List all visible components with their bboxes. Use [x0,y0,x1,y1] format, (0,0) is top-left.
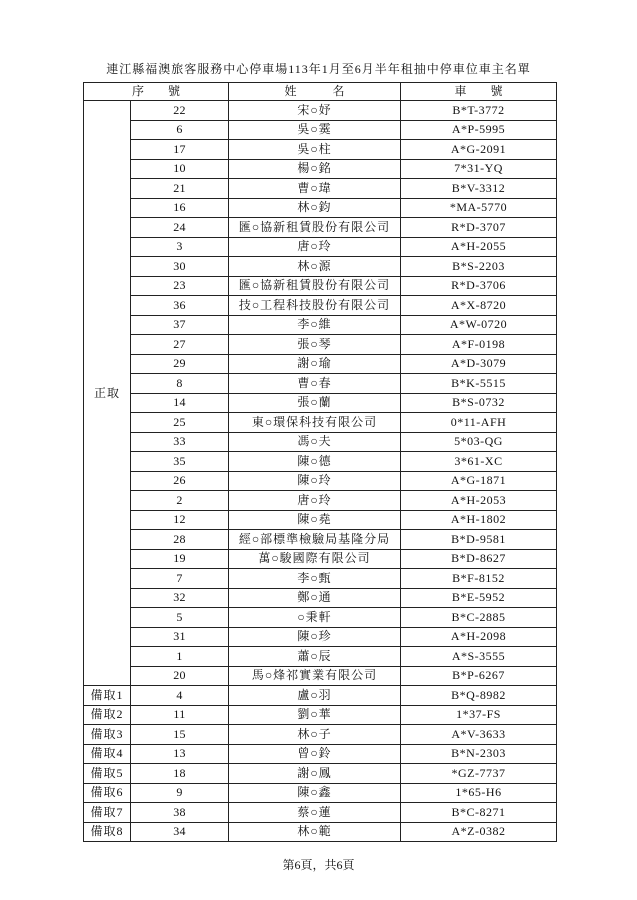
plate-number-cell: A*G-2091 [401,140,557,160]
owner-name-cell: 林○範 [229,822,401,842]
seq-number-cell: 27 [131,335,229,355]
plate-number-cell: B*N-2303 [401,744,557,764]
seq-number-cell: 15 [131,725,229,745]
owner-name-cell: 曹○春 [229,374,401,394]
table-row [84,315,557,335]
table-row [84,705,557,725]
seq-number-cell: 5 [131,608,229,628]
parking-winners-table [83,82,557,842]
seq-number-cell: 9 [131,783,229,803]
owner-name-cell: 李○維 [229,315,401,335]
plate-number-cell: B*S-0732 [401,393,557,413]
plate-number-cell: B*Q-8982 [401,686,557,706]
owner-name-cell: 曹○瑋 [229,179,401,199]
owner-name-cell: 技○工程科技股份有限公司 [229,296,401,316]
table-row [84,530,557,550]
owner-name-cell: 陳○德 [229,452,401,472]
owner-name-cell: 林○源 [229,257,401,277]
seq-number-cell: 35 [131,452,229,472]
seq-number-cell: 3 [131,237,229,257]
plate-number-cell: B*D-8627 [401,549,557,569]
seq-number-cell: 4 [131,686,229,706]
plate-number-cell: *GZ-7737 [401,764,557,784]
table-row [84,374,557,394]
table-row [84,744,557,764]
owner-name-cell: 張○蘭 [229,393,401,413]
table-row [84,491,557,511]
plate-number-cell: B*P-6267 [401,666,557,686]
seq-number-cell: 26 [131,471,229,491]
owner-name-cell: 萬○駿國際有限公司 [229,549,401,569]
seq-number-cell: 2 [131,491,229,511]
plate-number-cell: B*E-5952 [401,588,557,608]
plate-number-cell: B*D-9581 [401,530,557,550]
plate-number-cell: A*S-3555 [401,647,557,667]
plate-number-cell: B*S-2203 [401,257,557,277]
table-header [84,83,557,101]
seq-number-cell: 31 [131,627,229,647]
owner-name-cell: 馮○夫 [229,432,401,452]
table-row [84,413,557,433]
plate-number-cell: B*F-8152 [401,569,557,589]
document-title: 連江縣福澳旅客服務中心停車場113年1月至6月半年租抽中停車位車主名單 [106,62,531,76]
header-name: 姓 名 [229,83,401,101]
table-row [84,803,557,823]
owner-name-cell: 楊○銘 [229,159,401,179]
plate-number-cell: B*V-3312 [401,179,557,199]
seq-number-cell: 11 [131,705,229,725]
plate-number-cell: *MA-5770 [401,198,557,218]
plate-number-cell: 1*37-FS [401,705,557,725]
plate-number-cell: A*F-0198 [401,335,557,355]
owner-name-cell: 唐○玲 [229,491,401,511]
owner-name-cell: 經○部標準檢驗局基隆分局 [229,530,401,550]
seq-number-cell: 18 [131,764,229,784]
seq-number-cell: 21 [131,179,229,199]
table-row [84,608,557,628]
owner-name-cell: 陳○堯 [229,510,401,530]
group-label-cell: 備取5 [84,764,131,784]
seq-number-cell: 17 [131,140,229,160]
seq-number-cell: 7 [131,569,229,589]
table-row [84,218,557,238]
table-row [84,647,557,667]
seq-number-cell: 32 [131,588,229,608]
seq-number-cell: 6 [131,120,229,140]
plate-number-cell: R*D-3707 [401,218,557,238]
plate-number-cell: 1*65-H6 [401,783,557,803]
table-row [84,120,557,140]
table-row [84,666,557,686]
seq-number-cell: 33 [131,432,229,452]
seq-number-cell: 25 [131,413,229,433]
table-row [84,627,557,647]
owner-name-cell: 鄭○通 [229,588,401,608]
table-row [84,393,557,413]
table-row [84,257,557,277]
table-row [84,179,557,199]
seq-number-cell: 28 [131,530,229,550]
plate-number-cell: A*P-5995 [401,120,557,140]
seq-number-cell: 38 [131,803,229,823]
plate-number-cell: A*X-8720 [401,296,557,316]
owner-name-cell: 謝○瑜 [229,354,401,374]
seq-number-cell: 14 [131,393,229,413]
table-row [84,159,557,179]
seq-number-cell: 10 [131,159,229,179]
seq-number-cell: 20 [131,666,229,686]
table-row [84,354,557,374]
table-row [84,471,557,491]
owner-name-cell: 宋○妤 [229,101,401,121]
plate-number-cell: A*D-3079 [401,354,557,374]
seq-number-cell: 23 [131,276,229,296]
owner-name-cell: 吳○柱 [229,140,401,160]
plate-number-cell: R*D-3706 [401,276,557,296]
table-row [84,549,557,569]
header-plate: 車 號 [401,83,557,101]
plate-number-cell: A*Z-0382 [401,822,557,842]
plate-number-cell: A*G-1871 [401,471,557,491]
plate-number-cell: B*C-2885 [401,608,557,628]
owner-name-cell: 匯○協新租賃股份有限公司 [229,218,401,238]
table-row [84,101,557,121]
owner-name-cell: 劉○華 [229,705,401,725]
table-row [84,725,557,745]
page-number: 第6頁，共6頁 [282,858,355,872]
owner-name-cell: 陳○珍 [229,627,401,647]
table-row [84,452,557,472]
plate-number-cell: B*K-5515 [401,374,557,394]
header-row [84,83,557,101]
owner-name-cell: 謝○鳳 [229,764,401,784]
group-label-cell: 備取4 [84,744,131,764]
plate-number-cell: B*C-8271 [401,803,557,823]
table-row [84,237,557,257]
group-label-cell: 備取1 [84,686,131,706]
seq-number-cell: 29 [131,354,229,374]
plate-number-cell: 3*61-XC [401,452,557,472]
group-label-cell: 備取3 [84,725,131,745]
group-label-cell: 備取8 [84,822,131,842]
owner-name-cell: 林○鈞 [229,198,401,218]
seq-number-cell: 36 [131,296,229,316]
plate-number-cell: A*H-2053 [401,491,557,511]
table-row [84,276,557,296]
seq-number-cell: 34 [131,822,229,842]
group-label-cell: 備取2 [84,705,131,725]
owner-name-cell: 盧○羽 [229,686,401,706]
seq-number-cell: 13 [131,744,229,764]
owner-name-cell: 陳○玲 [229,471,401,491]
owner-name-cell: 唐○玲 [229,237,401,257]
plate-number-cell: A*H-1802 [401,510,557,530]
plate-number-cell: A*H-2098 [401,627,557,647]
plate-number-cell: A*V-3633 [401,725,557,745]
seq-number-cell: 22 [131,101,229,121]
group-label-cell: 備取7 [84,803,131,823]
table-row [84,510,557,530]
seq-number-cell: 12 [131,510,229,530]
roster-table-body [84,101,557,842]
seq-number-cell: 30 [131,257,229,277]
group-label-cell: 正取 [84,101,131,686]
group-label-cell: 備取6 [84,783,131,803]
seq-number-cell: 19 [131,549,229,569]
plate-number-cell: A*H-2055 [401,237,557,257]
owner-name-cell: 張○琴 [229,335,401,355]
owner-name-cell: 馬○烽祁實業有限公司 [229,666,401,686]
table-row [84,686,557,706]
table-row [84,569,557,589]
owner-name-cell: 匯○協新租賃股份有限公司 [229,276,401,296]
table-row [84,335,557,355]
plate-number-cell: A*W-0720 [401,315,557,335]
owner-name-cell: 陳○鑫 [229,783,401,803]
owner-name-cell: 蕭○辰 [229,647,401,667]
table-row [84,296,557,316]
seq-number-cell: 24 [131,218,229,238]
owner-name-cell: 東○環保科技有限公司 [229,413,401,433]
owner-name-cell: 吳○霙 [229,120,401,140]
table-row [84,432,557,452]
owner-name-cell: 曾○鈴 [229,744,401,764]
table-row [84,822,557,842]
seq-number-cell: 37 [131,315,229,335]
seq-number-cell: 16 [131,198,229,218]
table-row [84,198,557,218]
owner-name-cell: 蔡○蓮 [229,803,401,823]
plate-number-cell: 5*03-QG [401,432,557,452]
plate-number-cell: 7*31-YQ [401,159,557,179]
plate-number-cell: 0*11-AFH [401,413,557,433]
table-row [84,588,557,608]
table-row [84,764,557,784]
header-seq: 序 號 [84,83,229,101]
seq-number-cell: 1 [131,647,229,667]
table-row [84,783,557,803]
table-row [84,140,557,160]
owner-name-cell: ○秉軒 [229,608,401,628]
plate-number-cell: B*T-3772 [401,101,557,121]
owner-name-cell: 李○甄 [229,569,401,589]
owner-name-cell: 林○子 [229,725,401,745]
seq-number-cell: 8 [131,374,229,394]
